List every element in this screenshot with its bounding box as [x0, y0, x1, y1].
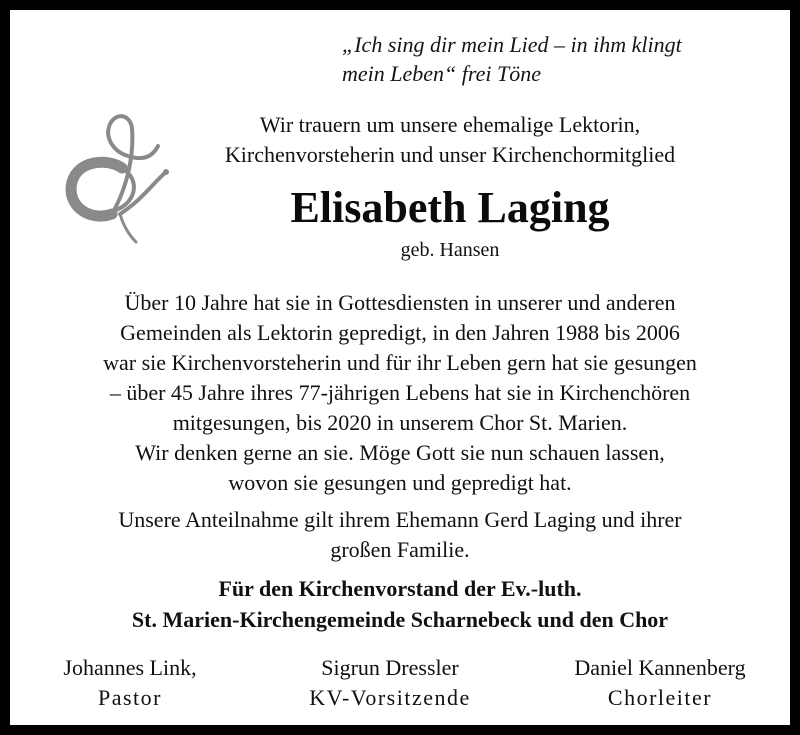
board-line: Für den Kirchenvorstand der Ev.-luth. [218, 576, 582, 601]
tribute-text [10, 288, 790, 498]
tribute-line: Gemeinden als Lektorin gepredigt, in den Jahren 1988 bis 2006 [120, 320, 680, 345]
board-signature-heading [10, 573, 790, 635]
tribute-line: mitgesungen, bis 2020 in unserem Chor St. Marien. [172, 410, 628, 435]
birth-name: geb. Hansen [400, 239, 500, 261]
signature-name: Johannes Link, [63, 655, 197, 680]
mourning-intro [160, 110, 740, 170]
sympathy-line: Unsere Anteilnahme gilt ihrem Ehemann Gerd Laging und ihrer [118, 507, 682, 532]
deceased-name: Elisabeth Laging [290, 183, 610, 232]
signature-role: KV-Vorsitzende [309, 685, 471, 710]
intro-line: Kirchenvorsteherin und unser Kirchenchormitglied [224, 142, 676, 167]
signature-choir-leader [540, 653, 780, 713]
tribute-line: war sie Kirchenvorsteherin und für ihr Leben gern hat sie gesungen [103, 350, 697, 375]
sympathy-text [10, 505, 790, 565]
hymn-quote [342, 30, 782, 88]
signature-pastor [10, 653, 250, 713]
tribute-line: Wir denken gerne an sie. Möge Gott sie nun schauen lassen, [135, 440, 665, 465]
signature-board-chair [270, 653, 510, 713]
signature-role: Pastor [98, 685, 162, 710]
sympathy-line: großen Familie. [330, 537, 470, 562]
quote-line: mein Leben“ frei Töne [342, 61, 541, 86]
quote-line: „Ich sing dir mein Lied – in ihm klingt [342, 32, 682, 57]
tribute-line: wovon sie gesungen und gepredigt hat. [228, 470, 572, 495]
intro-line: Wir trauern um unsere ehemalige Lektorin, [259, 112, 641, 137]
signature-name: Daniel Kannenberg [574, 655, 746, 680]
signature-role: Chorleiter [607, 685, 713, 710]
tribute-line: – über 45 Jahre ihres 77-jährigen Lebens hat sie in Kirchenchören [109, 380, 691, 405]
tribute-line: Über 10 Jahre hat sie in Gottesdiensten in unserer und anderen [124, 290, 676, 315]
board-line: St. Marien-Kirchengemeinde Scharnebeck und den Chor [131, 607, 669, 632]
obituary-notice [10, 10, 790, 725]
signature-name: Sigrun Dressler [321, 655, 459, 680]
